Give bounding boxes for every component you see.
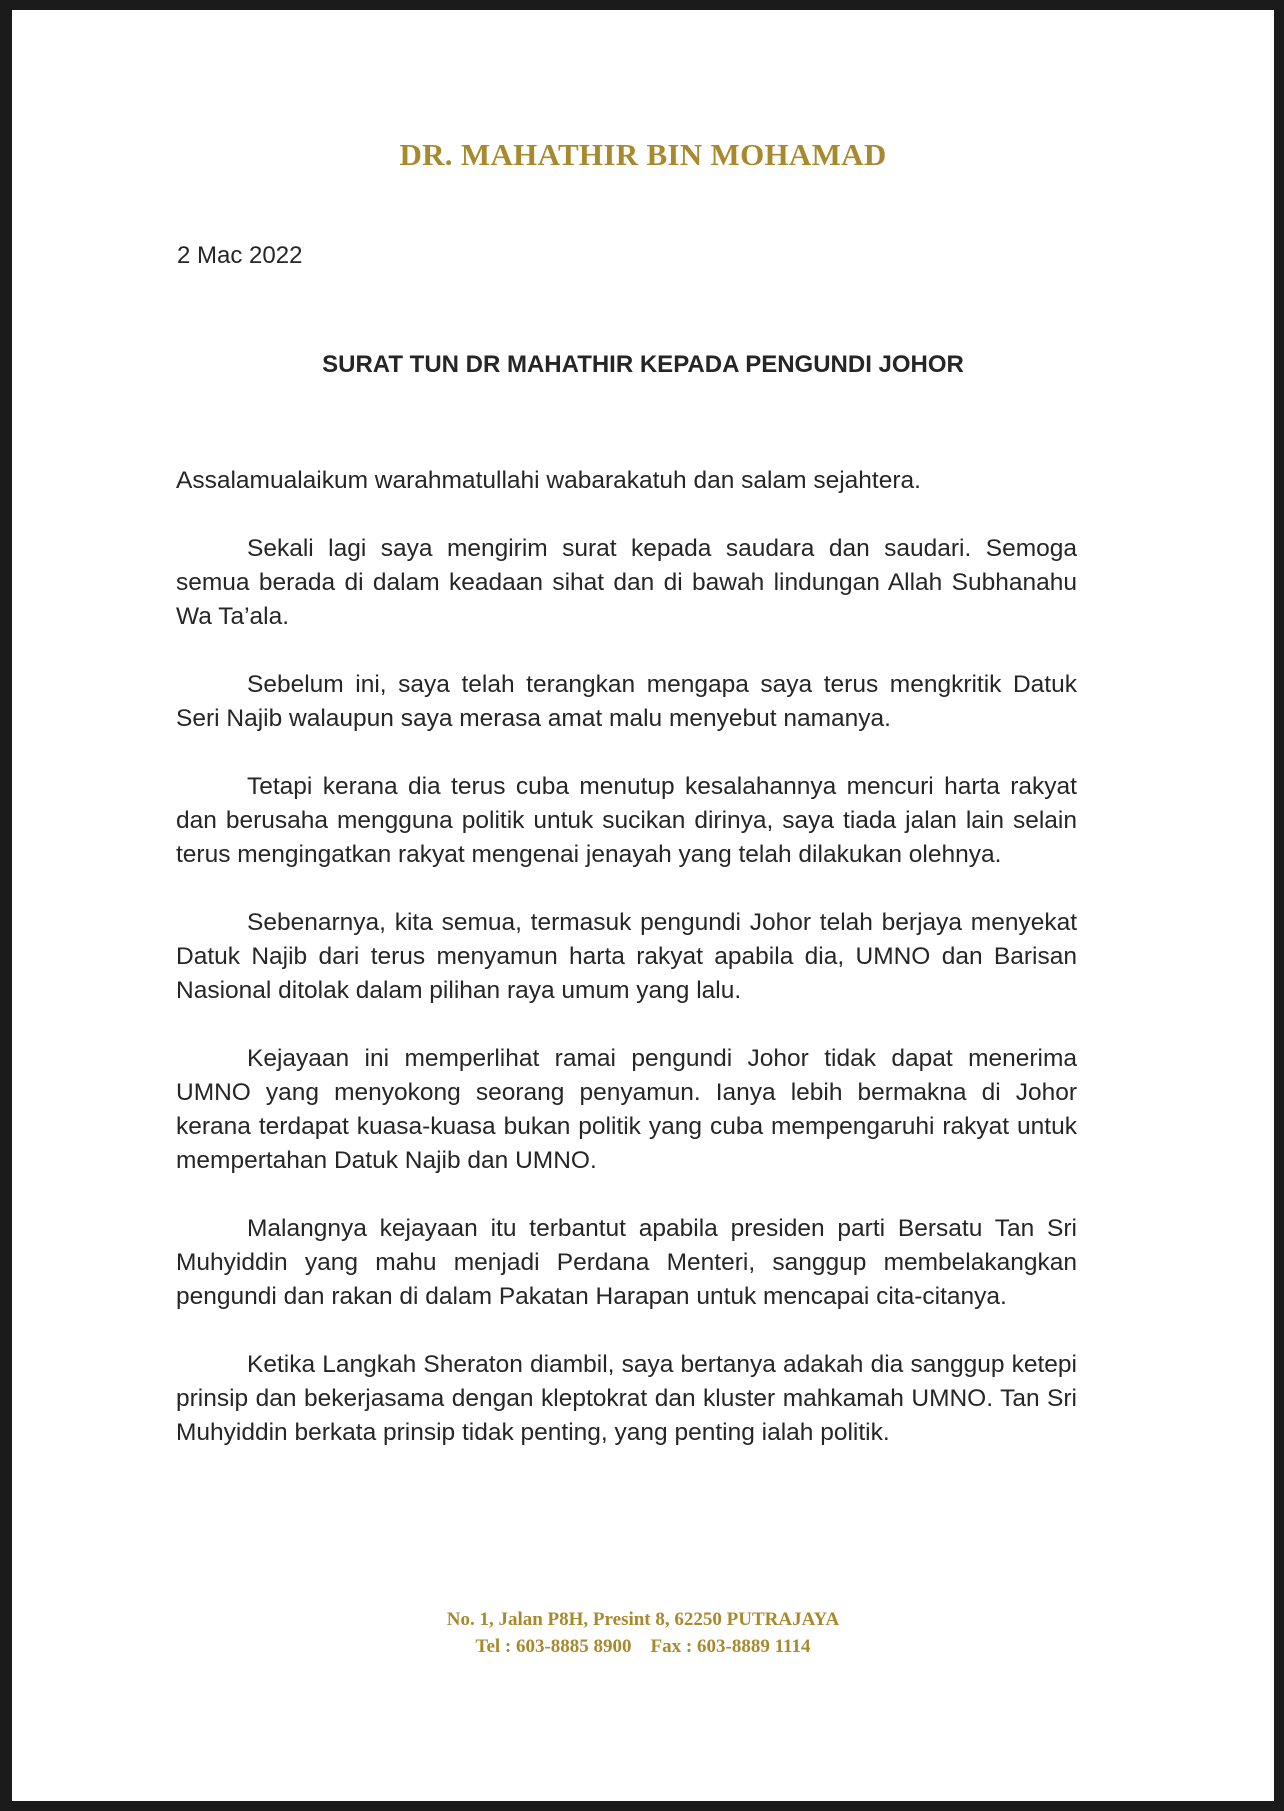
letter-body	[176, 464, 1077, 1484]
letter-paragraph: Sebenarnya, kita semua, termasuk pengundi Johor telah berjaya menyekat Datuk Najib dari terus menyamun harta rakyat apabila dia, UMNO dan Barisan Nasional ditolak dalam pilihan raya umum yang lalu.	[176, 909, 1077, 1004]
footer-contact: Tel : 603-8885 8900 Fax : 603-8889 1114	[475, 1636, 811, 1657]
letter-greeting: Assalamualaikum warahmatullahi wabarakatuh dan salam sejahtera.	[176, 467, 921, 494]
letter-footer	[12, 1606, 1274, 1660]
letter-date: 2 Mac 2022	[177, 242, 303, 269]
letter-paragraph: Sekali lagi saya mengirim surat kepada saudara dan saudari. Semoga semua berada di dalam keadaan sihat dan di bawah lindungan Allah Subhanahu Wa Ta’ala.	[176, 535, 1077, 630]
letter-paragraph: Malangnya kejayaan itu terbantut apabila presiden parti Bersatu Tan Sri Muhyiddin yang mahu menjadi Perdana Menteri, sanggup membelakangkan pengundi dan rakan di dalam Pakatan Harapan untuk mencapai cita-citanya.	[176, 1215, 1077, 1310]
footer-address: No. 1, Jalan P8H, Presint 8, 62250 PUTRAJAYA	[446, 1609, 840, 1630]
letter-title: SURAT TUN DR MAHATHIR KEPADA PENGUNDI JOHOR	[322, 351, 964, 378]
letter-paragraph: Sebelum ini, saya telah terangkan mengapa saya terus mengkritik Datuk Seri Najib walaupun saya merasa amat malu menyebut namanya.	[176, 671, 1077, 732]
letterhead-name: DR. MAHATHIR BIN MOHAMAD	[399, 137, 887, 172]
letter-paragraph: Kejayaan ini memperlihat ramai pengundi Johor tidak dapat menerima UMNO yang menyokong seorang penyamun. Ianya lebih bermakna di Johor kerana terdapat kuasa-kuasa bukan politik yang cuba mempengaruhi rakyat untuk mempertahan Datuk Najib dan UMNO.	[176, 1045, 1077, 1174]
letter-paragraph: Tetapi kerana dia terus cuba menutup kesalahannya mencuri harta rakyat dan berusaha mengguna politik untuk sucikan dirinya, saya tiada jalan lain selain terus mengingatkan rakyat mengenai jenayah yang telah dilakukan olehnya.	[176, 773, 1077, 868]
letter-page	[12, 10, 1274, 1801]
letter-paragraph: Ketika Langkah Sheraton diambil, saya bertanya adakah dia sanggup ketepi prinsip dan bekerjasama dengan kleptokrat dan kluster mahkamah UMNO. Tan Sri Muhyiddin berkata prinsip tidak penting, yang penting ialah politik.	[176, 1351, 1077, 1446]
